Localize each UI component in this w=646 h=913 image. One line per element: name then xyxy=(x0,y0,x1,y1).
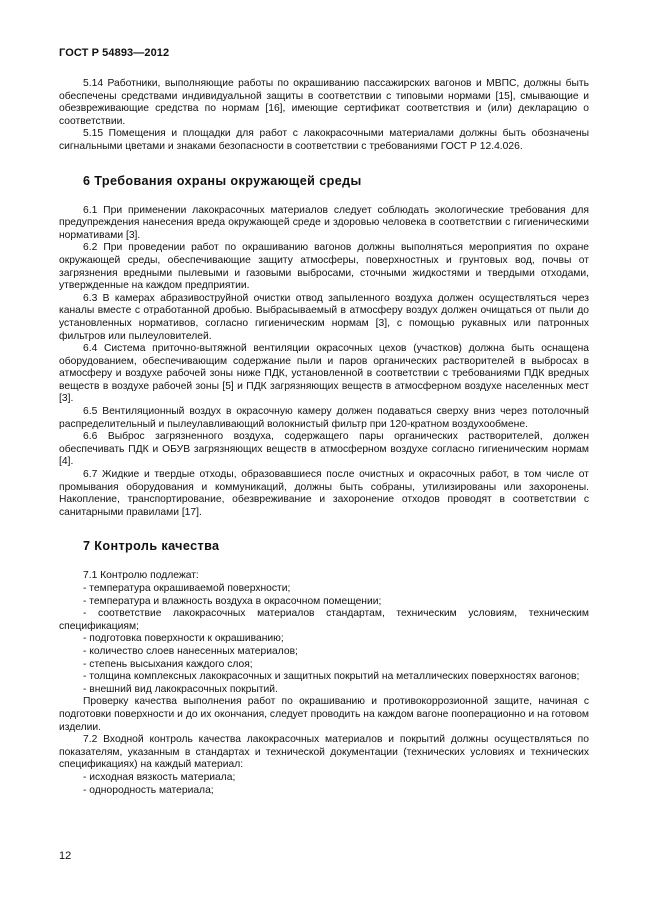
paragraph-6-4: 6.4 Система приточно-вытяжной вентиляции окрасочных цехов (участков) должна быть оснащена оборудованием, обеспечивающим содержание пыли и паров органических растворителей в выбросах в атмосферу и воздухе рабочей зоны ниже ПДК, установленной в соответствии с требованиями ПДК вредных веществ в воздухе рабочей зоны [5] и ПДК загрязняющих веществ в атмосферном воздухе населенных мест [3]. xyxy=(59,343,589,405)
list-item: - толщина комплексных лакокрасочных и защитных покрытий на металлических поверхностях вагонов; xyxy=(83,671,580,683)
list-item: - температура и влажность воздуха в окрасочном помещении; xyxy=(83,595,382,607)
section-7-heading: 7 Контроль качества xyxy=(83,539,220,554)
paragraph-7-1-intro: 7.1 Контролю подлежат: xyxy=(83,570,199,582)
paragraph-6-5: 6.5 Вентиляционный воздух в окрасочную камеру должен подаваться сверху вниз через потолочный распределительный и пылеулавливающий волокнистый фильтр при 120-кратном воздухообмене. xyxy=(59,406,589,430)
list-item: - исходная вязкость материала; xyxy=(83,771,236,783)
paragraph-6-2: 6.2 При проведении работ по окрашиванию вагонов должны выполняться мероприятия по охране окружающей среды, обеспечивающие защиту атмосферы, поверхностных и грунтовых вод, почвы от загрязнения вредными пылевыми и газовыми выбросами, сточными жидкостями и твердыми отходами, утвержденные на каждом предприятии. xyxy=(59,242,589,292)
paragraph-5-15: 5.15 Помещения и площадки для работ с лакокрасочными материалами должны быть обозначены сигнальными цветами и знаками безопасности в соответствии с требованиями ГОСТ Р 12.4.026. xyxy=(59,128,589,152)
paragraph-6-7: 6.7 Жидкие и твердые отходы, образовавшиеся после очистных и окрасочных работ, в том числе от промывания оборудования и коммуникаций, должны быть собраны, утилизированы или захоронены. Накопление, транспортирование, обезвреживание и захоронение отходов проводят в соответствии с санитарными правилами [17]. xyxy=(59,469,589,518)
paragraph-6-6: 6.6 Выброс загрязненного воздуха, содержащего пары органических растворителей, должен обеспечивать ПДК и ОБУВ загрязняющих веществ в атмосферном воздухе согласно гигиеническим нормам [4]. xyxy=(59,431,589,468)
page-number: 12 xyxy=(59,850,72,862)
paragraph-6-1: 6.1 При применении лакокрасочных материалов следует соблюдать экологические требования для предупреждения нанесения вреда окружающей среде и здоровью человека в соответствии с гигиеническими нормативами [3]. xyxy=(59,204,589,241)
list-item: - степень высыхания каждого слоя; xyxy=(83,658,253,670)
paragraph-5-14: 5.14 Работники, выполняющие работы по окрашиванию пассажирских вагонов и МВПС, должны быть обеспечены средствами индивидуальной защиты в соответствии с типовыми нормами [15], смывающие и обезвреживающие средства по нормам [16], имеющие сертификат соответствия и (или) декларацию о соответствии. xyxy=(59,78,589,127)
list-item: - соответствие лакокрасочных материалов стандартам, техническим условиям, техническим спецификациям; xyxy=(59,608,589,632)
list-item: - внешний вид лакокрасочных покрытий. xyxy=(83,683,278,695)
paragraph-6-3: 6.3 В камерах абразивоструйной очистки отвод запыленного воздуха должен осуществляться через каналы вместе с отработанной дробью. Выбрасываемый в атмосферу воздух должен очищаться от пыли до установленных нормативов, согласно гигиеническим нормам [3], с помощью рукавных или патронных фильтров или пылеуловителей. xyxy=(59,292,589,342)
section-6-heading: 6 Требования охраны окружающей среды xyxy=(83,173,362,188)
list-item: - однородность материала; xyxy=(83,784,214,796)
list-item: - количество слоев нанесенных материалов; xyxy=(83,645,298,657)
paragraph-7-2-intro: 7.2 Входной контроль качества лакокрасочных материалов и покрытий должны осуществляться по показателям, указанным в стандартах и технической документации (технических условиях и технических спецификациях) на каждый материал: xyxy=(59,734,589,771)
input-control-list xyxy=(59,772,589,797)
page-content xyxy=(59,78,589,797)
document-code: ГОСТ Р 54893—2012 xyxy=(59,47,170,59)
list-item: - температура окрашиваемой поверхности; xyxy=(83,583,291,594)
list-item: - подготовка поверхности к окрашиванию; xyxy=(83,633,284,645)
paragraph-7-1-note: Проверку качества выполнения работ по окрашиванию и противокоррозионной защите, начиная с подготовки поверхности и до их окончания, следует проводить на каждом вагоне пооперационно и на готовом изделии. xyxy=(59,696,589,733)
control-items-list xyxy=(59,583,589,696)
